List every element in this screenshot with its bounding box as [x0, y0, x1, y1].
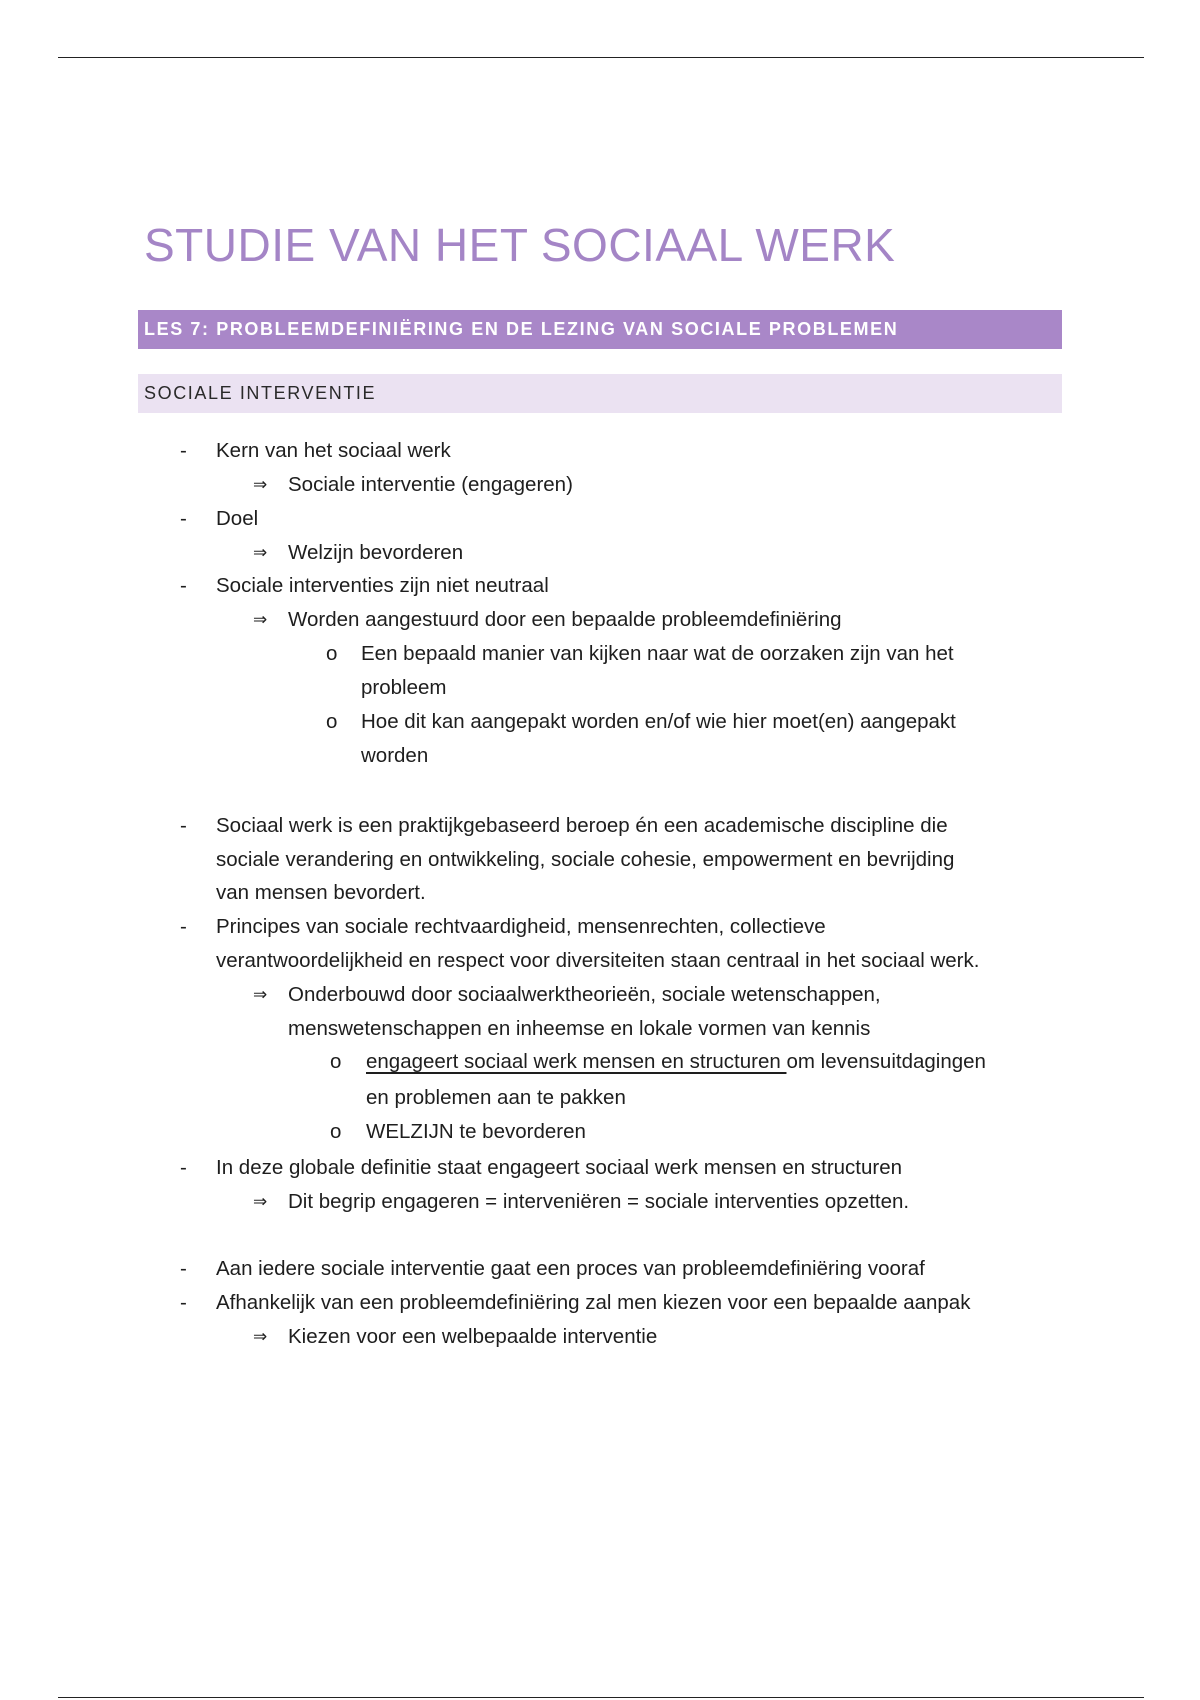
arrow-bullet: ⇒ [253, 985, 268, 1004]
list-item: Dit begrip engageren = interveniëren = sociale interventies opzetten. [288, 1190, 910, 1213]
circle-bullet: o [326, 642, 338, 665]
list-item: Onderbouwd door sociaalwerktheorieën, sociale wetenschappen, [288, 983, 881, 1006]
list-item: Doel [216, 507, 259, 530]
document-title: STUDIE VAN HET SOCIAAL WERK [144, 219, 896, 271]
list-item-continuation: probleem [361, 676, 447, 699]
heading-section: SOCIALE INTERVENTIE [138, 374, 1062, 413]
list-item: Worden aangestuurd door een bepaalde probleemdefiniëring [288, 608, 842, 631]
circle-bullet: o [330, 1120, 342, 1143]
list-item: In deze globale definitie staat engageert sociaal werk mensen en structuren [216, 1156, 903, 1179]
list-item-continuation: en problemen aan te pakken [366, 1086, 626, 1109]
top-rule [58, 57, 1144, 58]
dash-bullet: - [180, 507, 187, 530]
list-item: Kern van het sociaal werk [216, 439, 451, 462]
dash-bullet: - [180, 1257, 187, 1280]
list-item-text: om levensuitdagingen [786, 1050, 986, 1073]
list-item: Afhankelijk van een probleemdefiniëring zal men kiezen voor een bepaalde aanpak [216, 1291, 971, 1314]
list-item-continuation: menswetenschappen en inheemse en lokale vormen van kennis [288, 1017, 871, 1040]
list-item: Sociaal werk is een praktijkgebaseerd beroep én een academische discipline die [216, 814, 948, 837]
circle-bullet: o [326, 710, 338, 733]
list-item: Hoe dit kan aangepakt worden en/of wie hier moet(en) aangepakt [361, 710, 956, 733]
arrow-bullet: ⇒ [253, 543, 268, 562]
list-item: Kiezen voor een welbepaalde interventie [288, 1325, 658, 1348]
bottom-rule [58, 1697, 1144, 1698]
list-item-continuation: sociale verandering en ontwikkeling, sociale cohesie, empowerment en bevrijding [216, 848, 955, 871]
dash-bullet: - [180, 439, 187, 462]
list-item-continuation: worden [361, 744, 429, 767]
list-item [366, 1049, 986, 1075]
heading-lesson: LES 7: PROBLEEMDEFINIËRING EN DE LEZING VAN SOCIALE PROBLEMEN [138, 310, 1062, 349]
list-item: Sociale interventie (engageren) [288, 473, 573, 496]
circle-bullet: o [330, 1050, 342, 1073]
list-item: Welzijn bevorderen [288, 541, 464, 564]
list-item-continuation: van mensen bevordert. [216, 881, 426, 904]
list-item: WELZIJN te bevorderen [366, 1120, 586, 1143]
dash-bullet: - [180, 574, 187, 597]
list-item: Aan iedere sociale interventie gaat een proces van probleemdefiniëring vooraf [216, 1257, 925, 1280]
list-item: Sociale interventies zijn niet neutraal [216, 574, 549, 597]
dash-bullet: - [180, 915, 187, 938]
underlined-text: engageert sociaal werk mensen en structuren [366, 1050, 787, 1073]
dash-bullet: - [180, 1291, 187, 1314]
dash-bullet: - [180, 814, 187, 837]
arrow-bullet: ⇒ [253, 610, 268, 629]
list-item: Een bepaald manier van kijken naar wat de oorzaken zijn van het [361, 642, 954, 665]
dash-bullet: - [180, 1156, 187, 1179]
arrow-bullet: ⇒ [253, 475, 268, 494]
arrow-bullet: ⇒ [253, 1192, 268, 1211]
list-item: Principes van sociale rechtvaardigheid, mensenrechten, collectieve [216, 915, 826, 938]
arrow-bullet: ⇒ [253, 1327, 268, 1346]
list-item-continuation: verantwoordelijkheid en respect voor diversiteiten staan centraal in het sociaal werk. [216, 949, 980, 972]
